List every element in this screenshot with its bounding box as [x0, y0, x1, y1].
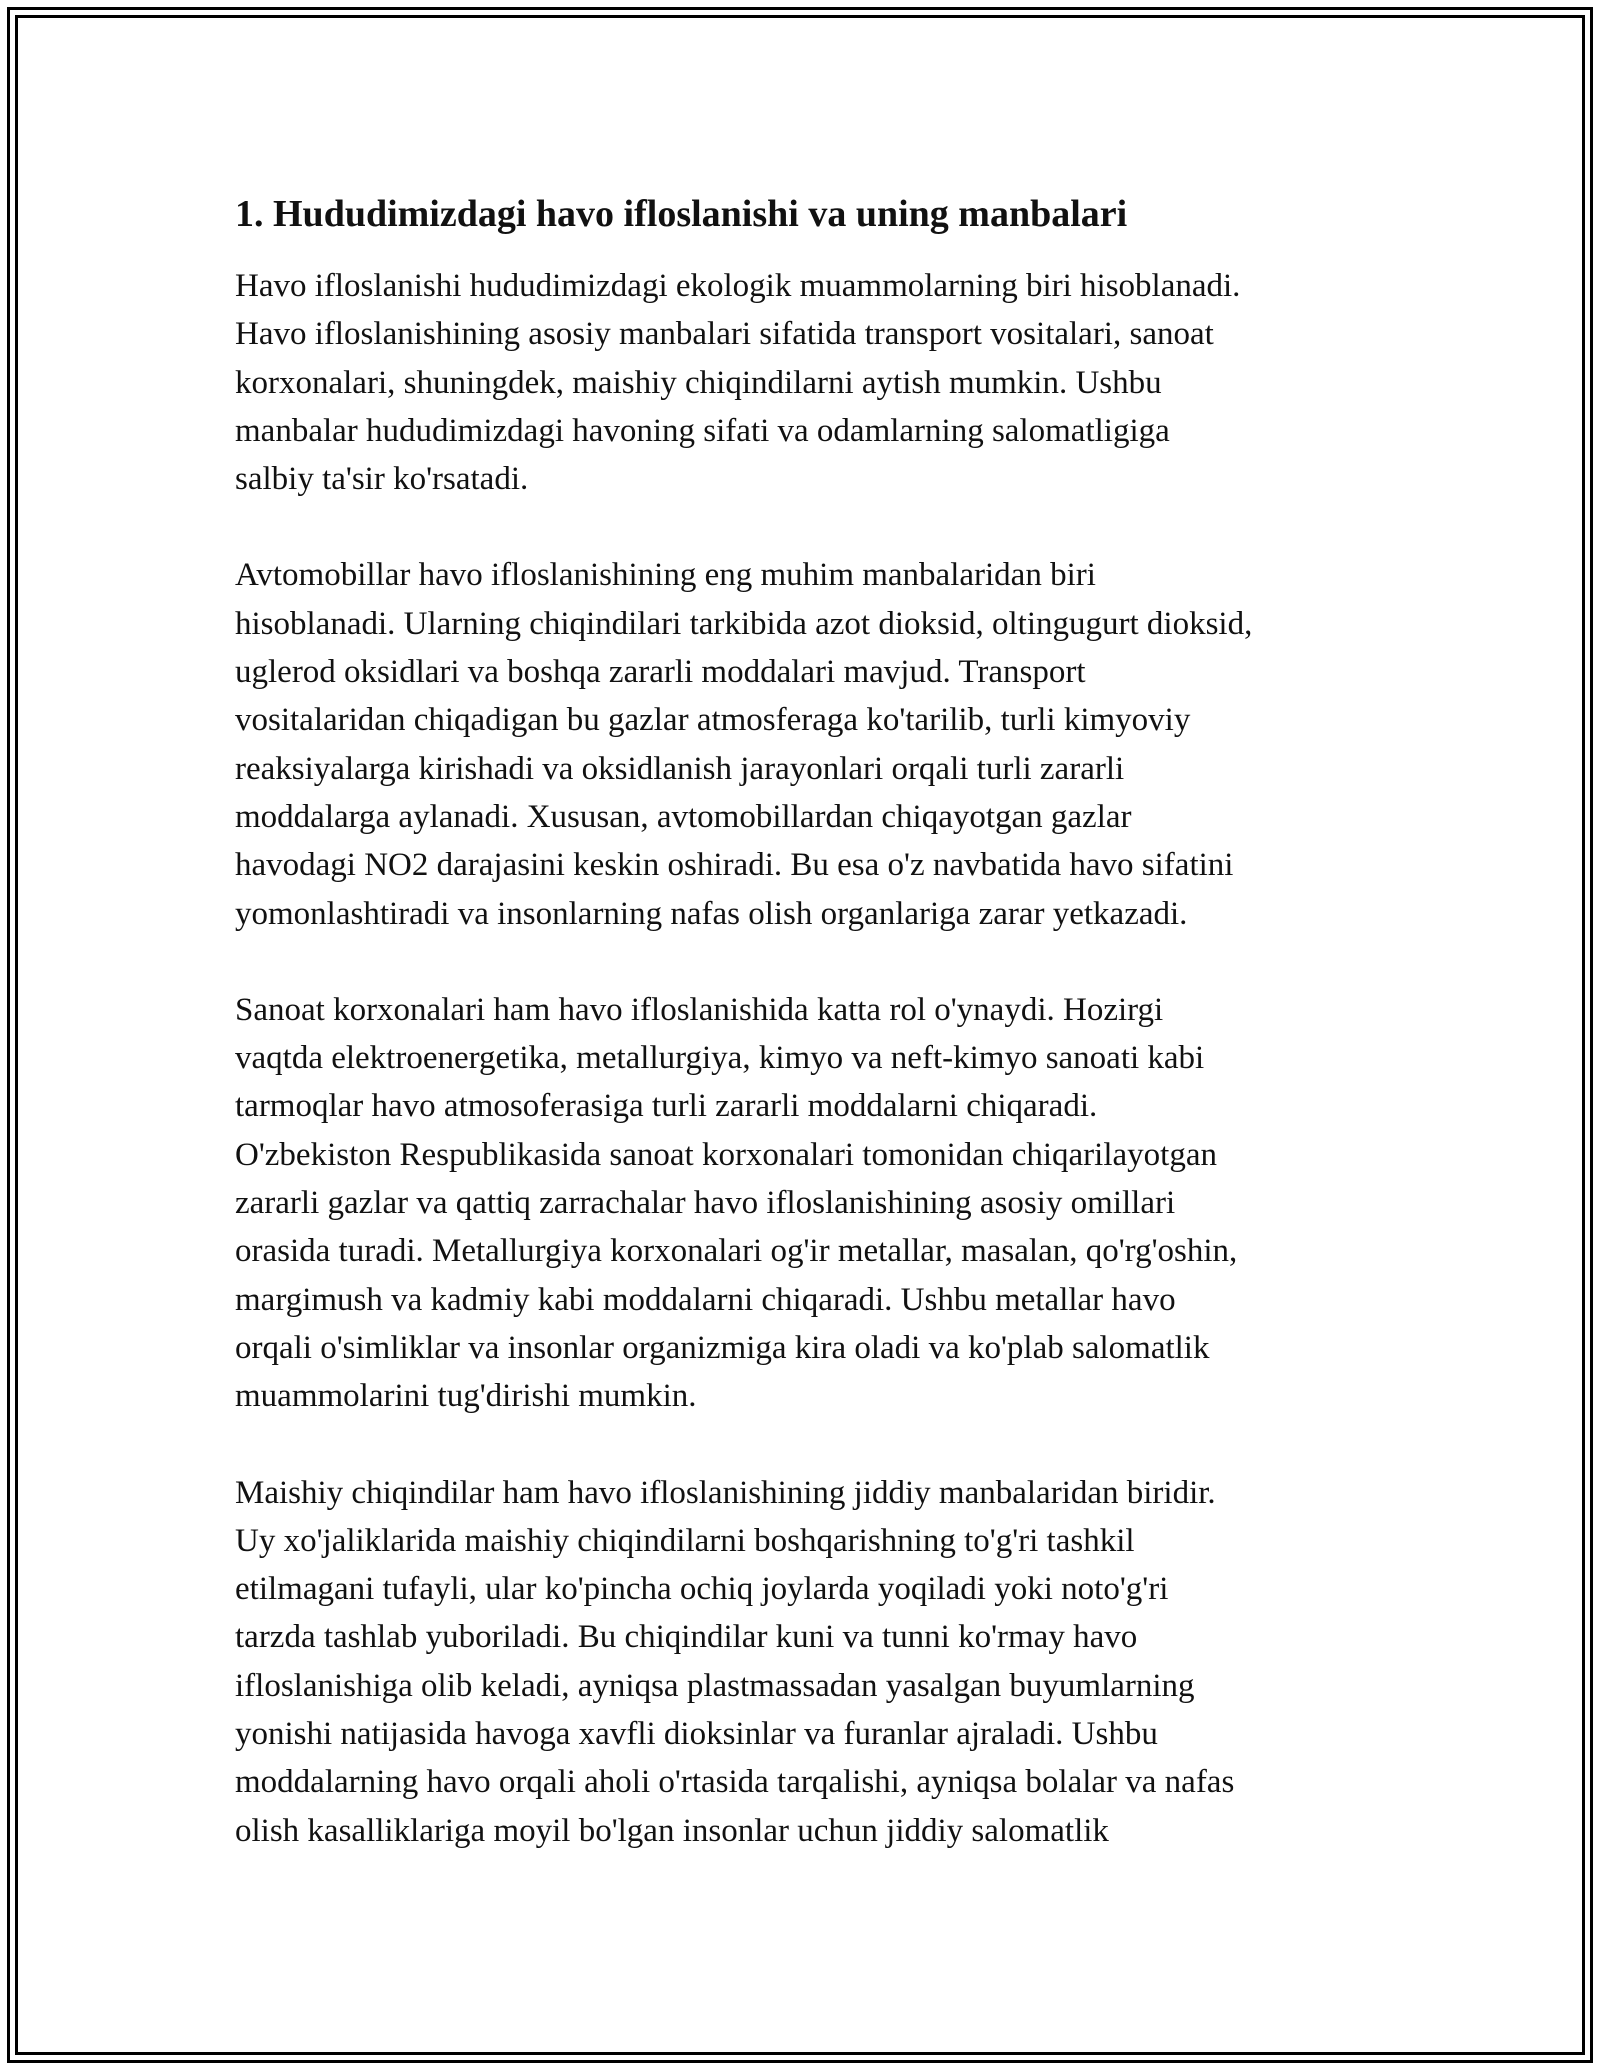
text-line: O'zbekiston Respublikasida sanoat korxonalari tomonidan chiqarilayotgan [235, 1136, 1217, 1173]
text-line: uglerod oksidlari va boshqa zararli moddalari mavjud. Transport [235, 654, 1086, 691]
text-line: tarmoqlar havo atmosoferasiga turli zararli moddalarni chiqaradi. [235, 1088, 1098, 1125]
text-line: manbalar hududimizdagi havoning sifati va odamlarning salomatligiga [235, 412, 1170, 449]
text-line: salbiy ta'sir ko'rsatadi. [235, 461, 529, 498]
text-line: vositalaridan chiqadigan bu gazlar atmosferaga ko'tarilib, turli kimyoviy [235, 702, 1191, 739]
text-line: Maishiy chiqindilar ham havo ifloslanishining jiddiy manbalaridan biridir. [235, 1474, 1216, 1511]
text-line: orqali o'simliklar va insonlar organizmiga kira oladi va ko'plab salomatlik [235, 1329, 1210, 1366]
paragraph-4 [235, 1469, 1375, 1855]
text-line: yonishi natijasida havoga xavfli dioksinlar va furanlar ajraladi. Ushbu [235, 1716, 1158, 1753]
text-line: moddalarning havo orqali aholi o'rtasida tarqalishi, ayniqsa bolalar va nafas [235, 1764, 1235, 1801]
text-line: reaksiyalarga kirishadi va oksidlanish jarayonlari orqali turli zararli [235, 750, 1125, 787]
text-line: Sanoat korxonalari ham havo ifloslanishida katta rol o'ynaydi. Hozirgi [235, 991, 1164, 1028]
paragraph-3 [235, 986, 1375, 1421]
text-line: vaqtda elektroenergetika, metallurgiya, kimyo va neft-kimyo sanoati kabi [235, 1040, 1205, 1077]
text-line: hisoblanadi. Ularning chiqindilari tarkibida azot dioksid, oltingugurt dioksid, [235, 605, 1253, 642]
text-line: Havo ifloslanishining asosiy manbalari sifatida transport vositalari, sanoat [235, 316, 1214, 353]
text-line: Uy xo'jaliklarida maishiy chiqindilarni boshqarishning to'g'ri tashkil [235, 1522, 1135, 1559]
text-line: olish kasalliklariga moyil bo'lgan insonlar uchun jiddiy salomatlik [235, 1812, 1109, 1849]
text-line: moddalarga aylanadi. Xususan, avtomobillardan chiqayotgan gazlar [235, 798, 1132, 835]
text-line: ifloslanishiga olib keladi, ayniqsa plastmassadan yasalgan buyumlarning [235, 1667, 1195, 1704]
text-line: korxonalari, shuningdek, maishiy chiqindilarni aytish mumkin. Ushbu [235, 364, 1162, 401]
text-line: muammolarini tug'dirishi mumkin. [235, 1378, 697, 1415]
paragraph-2 [235, 551, 1375, 937]
paragraph-1 [235, 262, 1375, 503]
text-line: margimush va kadmiy kabi moddalarni chiqaradi. Ushbu metallar havo [235, 1281, 1176, 1318]
text-line: orasida turadi. Metallurgiya korxonalari og'ir metallar, masalan, qo'rg'oshin, [235, 1233, 1238, 1270]
section-heading: 1. Hududimizdagi havo ifloslanishi va uning manbalari [235, 193, 1128, 235]
text-line: yomonlashtiradi va insonlarning nafas olish organlariga zarar yetkazadi. [235, 895, 1188, 932]
text-line: tarzda tashlab yuboriladi. Bu chiqindilar kuni va tunni ko'rmay havo [235, 1619, 1138, 1656]
text-line: zararli gazlar va qattiq zarrachalar havo ifloslanishining asosiy omillari [235, 1185, 1176, 1222]
document-body [235, 186, 1375, 1903]
text-line: etilmagani tufayli, ular ko'pincha ochiq joylarda yoqiladi yoki noto'g'ri [235, 1571, 1169, 1608]
text-line: Avtomobillar havo ifloslanishining eng muhim manbalaridan biri [235, 557, 1096, 594]
text-line: Havo ifloslanishi hududimizdagi ekologik muammolarning biri hisoblanadi. [235, 268, 1241, 304]
text-line: havodagi NO2 darajasini keskin oshiradi. Bu esa o'z navbatida havo sifatini [235, 847, 1234, 884]
